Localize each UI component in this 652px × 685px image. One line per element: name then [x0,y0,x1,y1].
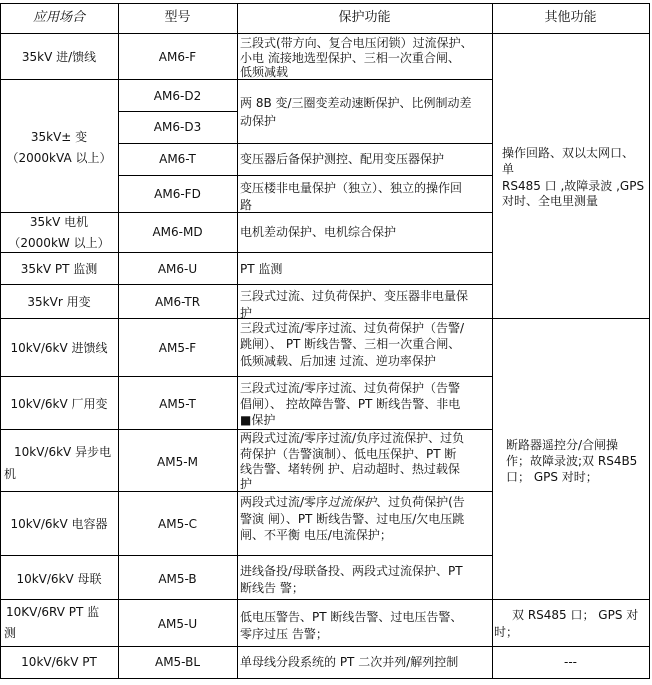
protect-line: 低电压警告、PT 断线告警、过电压告警、 [240,610,463,624]
protect-line: 低频减载、后加速 过流、逆功率保护 [240,354,436,368]
protect-text: 两段式过流/零序 [240,495,329,509]
row-divider [0,284,492,285]
table-border-top [0,3,650,4]
app-cell: 35kV± 变 [30,130,88,144]
protect-line: 低频减载 [240,65,289,79]
row-divider [0,376,492,377]
app-cell: 10kV/6kV 厂用变 [10,397,108,411]
protect-line: 护 [240,477,253,491]
app-cell: 10kV/6kV 异步电 [14,445,112,459]
col-divider [237,3,238,679]
protect-line: 倡闸）、 控故障告警、PT 断线告警、非电 [240,397,461,411]
protect-line: 变压楼非电量保护（独立）、独立的操作回 [240,181,463,195]
app-cell: 35kV 电机 [29,215,89,229]
protect-text: 、过负荷保护(告 [376,495,465,509]
other-line: 作；故障录波;双 RS4B5 [506,454,638,468]
protect-line: 三段式过流/零序过流、过负荷保护（告警/ [240,321,465,335]
protect-line: 进线备投/母联备投、两段式过流保护、PT [240,564,463,578]
model-cell: AM5-B [158,572,197,586]
model-cell: AM5-F [158,341,197,355]
protect-line [240,494,465,510]
row-divider [118,175,492,176]
app-cell: 10kV/6kV 电容器 [10,517,108,531]
header-divider [0,33,650,34]
model-cell: AM6-MD [152,225,203,239]
row-divider [118,111,237,112]
model-cell: AM5-M [157,455,198,469]
other-line: 双 RS485 口； GPS 对 [512,608,639,622]
model-cell: AM6-U [157,262,198,276]
app-cell: 35kVr 用变 [27,295,91,309]
other-line: 操作回路、双以太网口、 [502,146,635,160]
app-cell: 10kV/6kV 母联 [16,572,102,586]
protect-line: 护 [240,306,253,320]
protect-text-italic: 过流保护 [328,495,377,509]
protect-line: 动保护 [240,114,277,128]
other-line: 对时、全电里测量 [502,194,599,208]
table-border-bottom [0,678,650,679]
other-line: 时； [494,625,519,639]
model-cell: AM6-D3 [153,120,202,134]
model-cell: AM6-D2 [153,89,202,103]
other-line: --- [564,655,577,669]
other-line: 口； GPS 对时； [506,470,598,484]
model-cell: AM6-TR [154,295,201,309]
model-cell: AM5-T [159,397,196,411]
app-cell: （2000kVA 以上） [6,151,112,165]
model-cell: AM5-BL [154,655,201,669]
protect-line: 两 8B 变/三圈变差动速断保护、比例制动差 [240,96,472,110]
protect-line: 断线告 警； [240,581,304,595]
table-border-right [649,3,650,679]
header-model: 型号 [164,10,191,25]
protect-line: 三段式过流/零序过流、过负荷保护（告警 [240,381,461,395]
protect-line: 线告警、堵转例 护、启动超时、热过载保 [240,462,460,476]
model-cell: AM6-T [159,152,196,166]
protect-line: 三段式过流、过负荷保护、变压器非电量保 [240,289,469,303]
app-cell: 35kV 进/馈线 [21,50,97,64]
app-cell: 10kV/6kV 进馈线 [10,341,108,355]
protect-line: 零序过压 告警； [240,627,328,641]
app-cell: 测 [4,626,17,640]
row-divider [0,646,650,647]
protect-line: 小电 流接地选型保护、三相一次重合闸、 [240,51,460,65]
app-cell: 35kV PT 监测 [20,262,98,276]
other-line: 单 [502,162,515,176]
row-divider [0,599,650,600]
protect-line: 变压器后备保护测控、配用变压器保护 [240,152,445,166]
app-cell: 10kV/6kV PT [21,655,97,669]
protect-line: 荷保护（告警演制）、低电压保护、PT 断 [240,447,457,461]
protect-line: PT 监测 [240,262,283,276]
app-cell: 10KV/6RV PT 监 [6,605,100,619]
header-protect: 保护功能 [338,10,391,25]
app-cell: 机 [4,467,17,481]
row-divider [0,555,492,556]
col-divider [492,3,493,679]
protect-line: 电机差动保护、电机综合保护 [240,225,397,239]
protect-line: 单母线分段系统的 PT 二次并列/解列控制 [240,655,459,669]
row-divider [118,143,492,144]
other-line: 断路器遥控分/合闸操 [506,438,619,452]
row-divider [0,252,492,253]
protect-line: 两段式过流/零序过流/负序过流保护、过负 [240,431,465,445]
app-cell: （2000kW 以上） [8,236,110,250]
protect-line: 路 [240,198,253,212]
protect-line: 跳闸）、 PT 断线告警、三相一次重合闸、 [240,337,461,351]
model-cell: AM5-U [157,617,198,631]
protect-line: 警演 闸）、PT 断线告警、过电压/欠电压跳 [240,512,465,526]
header-app: 应用场合 [32,10,85,25]
protect-line: 闸、不平衡 电压/电流保护； [240,528,392,542]
row-divider [0,318,650,319]
model-cell: AM5-C [158,517,197,531]
model-cell: AM6-FD [154,187,201,201]
protect-line: ■保护 [240,413,276,427]
header-other: 其他功能 [544,10,597,25]
other-line: RS485 口 ,故障录波 ,GPS [502,179,645,193]
protect-line: 三段式(带方向、复合电压闭锁）过流保护、 [240,36,473,50]
model-cell: AM6-F [158,50,197,64]
